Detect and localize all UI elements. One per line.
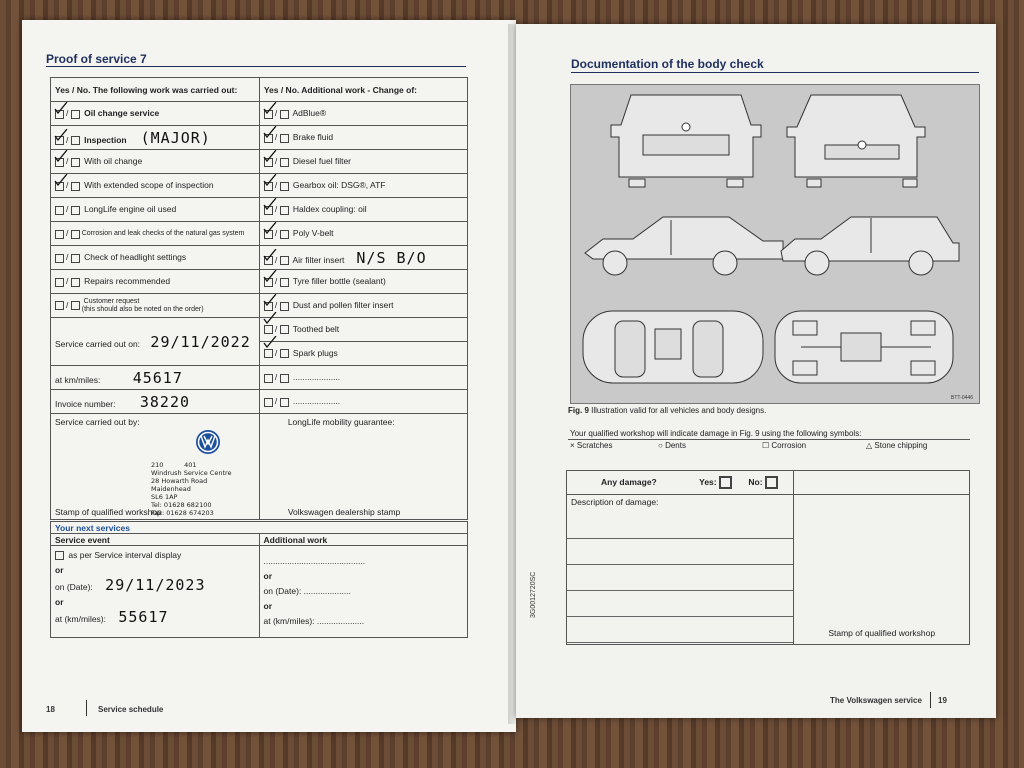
additional-work-cell — [259, 270, 467, 294]
circle-icon: ○ — [658, 441, 663, 450]
additional-work-checkbox[interactable]: / — [264, 342, 291, 365]
description-lines — [567, 513, 793, 643]
handwritten-tick-icon — [263, 150, 277, 162]
work-item-label: Repairs recommended — [81, 276, 171, 287]
work-item-label: Corrosion and leak checks of the natural gas system — [81, 230, 245, 238]
handwritten-service-date: 29/11/2022 — [150, 332, 251, 351]
square-legend-item — [762, 441, 806, 450]
work-item-cell — [51, 126, 260, 150]
additional-work-label: Air filter insert — [290, 254, 345, 265]
symbol-label: Dents — [665, 441, 686, 450]
handwritten-tick-icon — [263, 336, 277, 348]
handwritten-tick-icon — [263, 222, 277, 234]
table-row — [51, 198, 468, 222]
additional-work-label: Diesel fuel filter — [290, 156, 352, 167]
header-additional-work: Yes / No. Additional work - Change of: — [259, 78, 467, 102]
additional-work-checkbox[interactable]: / — [264, 396, 291, 406]
handwritten-miles: 45617 — [132, 368, 183, 387]
table-row — [51, 270, 468, 294]
handwritten-tick-icon — [54, 129, 68, 141]
any-damage-label: Any damage? — [601, 476, 657, 487]
circle-legend-item — [658, 441, 686, 450]
table-row — [51, 126, 468, 150]
x-mark-icon: × — [570, 441, 575, 450]
additional-work-checkbox[interactable]: / — [264, 372, 291, 382]
footer-divider — [86, 700, 87, 716]
any-damage-row — [567, 471, 794, 495]
footer-service-schedule: Service schedule — [98, 705, 164, 714]
title-rule — [46, 66, 466, 67]
additional-work-checkbox[interactable]: / — [264, 156, 291, 166]
title-rule — [571, 72, 979, 73]
additional-work-label: Dust and pollen filter insert — [290, 300, 394, 311]
page-title-body-check: Documentation of the body check — [571, 57, 764, 71]
additional-work-checkbox[interactable]: / — [264, 276, 291, 286]
longlife-guarantee-label: LongLife mobility guarantee: — [287, 416, 395, 427]
instruction-rule — [568, 439, 970, 440]
document-code: 3G0012720SC — [530, 571, 537, 618]
additional-work-checkbox[interactable]: / — [264, 255, 291, 265]
toothed-belt-label: Toothed belt — [292, 324, 340, 334]
next-services-title: Your next services — [51, 522, 468, 534]
additional-work-label: Haldex coupling: oil — [290, 204, 367, 215]
triangle-legend-item — [866, 441, 927, 450]
work-item-cell — [51, 246, 260, 270]
work-item-cell — [51, 102, 260, 126]
damage-report-table — [566, 470, 970, 645]
additional-work-checkbox[interactable]: / — [264, 132, 291, 142]
work-checkbox[interactable]: / — [55, 252, 82, 262]
invoice-label: Invoice number: — [55, 398, 116, 409]
car-side-sedan-icon — [585, 217, 783, 275]
work-checkbox[interactable]: / — [55, 276, 82, 286]
workshop-stamp-address: 210 401 Windrush Service Centre 28 Howarth Road Maidenhead SL6 1AP Tel: 01628 682100 Fax: 01628 674203 — [151, 460, 232, 517]
work-checkbox[interactable]: / — [55, 108, 82, 118]
footer-divider — [930, 692, 931, 708]
belt-plugs-cell — [259, 318, 467, 366]
work-item-label: With oil change — [81, 156, 143, 167]
handwritten-tick-icon — [263, 270, 277, 282]
on-date-label: on (Date): — [55, 582, 93, 592]
additional-work-cell — [259, 126, 467, 150]
figure-number: Fig. 9 — [568, 406, 589, 415]
work-item-label: Inspection — [81, 134, 127, 145]
blank-work-cell — [259, 366, 467, 390]
table-row — [51, 150, 468, 174]
additional-work-checkbox[interactable]: / — [264, 108, 291, 118]
additional-work-cell — [259, 150, 467, 174]
service-display-checkbox[interactable] — [55, 551, 64, 560]
work-item-cell — [51, 270, 260, 294]
at-km-label: at (km/miles): — [263, 616, 315, 626]
figure-caption — [568, 406, 766, 415]
dotted-line: ........................................... — [263, 556, 366, 566]
table-row — [51, 414, 468, 520]
work-item-label: Check of headlight settings — [81, 252, 187, 263]
work-checkbox[interactable]: / — [55, 135, 82, 145]
triangle-icon: △ — [866, 441, 873, 450]
car-top-view-icon — [583, 311, 763, 383]
workshop-stamp-area — [794, 495, 970, 645]
next-service-event-cell: as per Service interval display or on (Date): 29/11/2023 or at (km/miles): 55617 — [51, 546, 260, 638]
invoice-cell — [51, 390, 260, 414]
x-mark-legend-item — [570, 441, 612, 450]
empty-cell — [794, 471, 970, 495]
miles-cell — [51, 366, 260, 390]
work-checkbox[interactable]: / — [55, 156, 82, 166]
handwritten-next-date: 29/11/2023 — [105, 576, 206, 594]
additional-work-label: AdBlue® — [290, 108, 327, 119]
handwritten-next-miles: 55617 — [118, 608, 169, 626]
additional-work-cell — [259, 222, 467, 246]
yes-checkbox[interactable] — [719, 476, 732, 489]
page-number-left: 18 — [46, 705, 55, 714]
figure-caption-text: Illustration valid for all vehicles and body designs. — [591, 406, 767, 415]
header-work-carried-out: Yes / No. The following work was carried out: — [51, 78, 260, 102]
work-item-label: LongLife engine oil used — [81, 204, 177, 215]
dots-line: .................... — [292, 396, 341, 407]
additional-work-checkbox[interactable]: / — [264, 318, 291, 341]
symbol-label: Stone chipping — [874, 441, 928, 450]
handwritten-tick-icon — [263, 294, 277, 306]
table-row — [51, 222, 468, 246]
miles-label: at km/miles: — [55, 374, 101, 385]
table-row — [51, 390, 468, 414]
work-checkbox[interactable]: / — [55, 204, 82, 214]
additional-work-checkbox[interactable]: / — [264, 180, 291, 190]
table-row — [51, 246, 468, 270]
handwritten-tick-icon — [263, 198, 277, 210]
work-item-label: Oil change service — [81, 108, 160, 119]
handwritten-tick-icon — [263, 102, 277, 114]
additional-work-cell — [259, 198, 467, 222]
stamp-label: Stamp of qualified workshop — [55, 506, 162, 517]
symbol-label: Corrosion — [771, 441, 807, 450]
work-checkbox[interactable]: / — [55, 228, 82, 238]
table-row — [51, 174, 468, 198]
additional-work-checkbox[interactable]: / — [264, 204, 291, 214]
handwritten-tick-icon — [54, 102, 68, 114]
page-number-right: 19 — [938, 696, 947, 705]
vw-logo-icon — [195, 429, 221, 455]
table-row — [51, 318, 468, 366]
additional-work-label: Tyre filler bottle (sealant) — [290, 276, 386, 287]
at-km-label: at (km/miles): — [55, 614, 106, 624]
service-date-cell — [51, 318, 260, 366]
work-checkbox[interactable]: / — [55, 300, 82, 310]
service-date-label: Service carried out on: — [55, 338, 141, 349]
additional-work-checkbox[interactable]: / — [264, 300, 291, 310]
work-item-cell — [51, 150, 260, 174]
additional-work-label: Gearbox oil: DSG®, ATF — [290, 180, 386, 191]
no-checkbox[interactable] — [765, 476, 778, 489]
service-work-table — [50, 77, 468, 520]
table-row — [51, 294, 468, 318]
additional-work-cell — [259, 174, 467, 198]
symbol-label: Scratches — [576, 441, 613, 450]
work-item-label: Customer request (this should also be noted on the order) — [81, 297, 204, 313]
square-icon: ☐ — [762, 441, 770, 450]
table-row — [51, 102, 468, 126]
car-side-wagon-icon — [781, 217, 959, 275]
no-label: No: — [748, 476, 763, 487]
work-item-cell — [51, 222, 260, 246]
description-label: Description of damage: — [571, 497, 659, 507]
carried-out-by-label: Service carried out by: — [55, 416, 140, 427]
spark-plugs-label: Spark plugs — [292, 348, 338, 358]
as-per-display-label: as per Service interval display — [68, 550, 182, 560]
additional-work-cell — [259, 294, 467, 318]
on-date-label: on (Date): — [263, 586, 302, 596]
handwritten-tick-icon — [263, 312, 277, 324]
dealership-cell — [259, 414, 467, 520]
page-title-proof-of-service: Proof of service 7 — [46, 52, 147, 66]
body-check-diagram — [570, 84, 980, 404]
damage-instruction: Your qualified workshop will indicate damage in Fig. 9 using the following symbols: — [570, 429, 862, 438]
handwritten-major-note: (MAJOR) — [140, 128, 211, 147]
next-services-table — [50, 521, 468, 638]
handwritten-tick-icon — [263, 249, 277, 261]
dealer-stamp-label: Volkswagen dealership stamp — [287, 506, 401, 517]
carried-out-by-cell — [51, 414, 260, 520]
handwritten-air-filter-note: N/S B/O — [356, 248, 427, 267]
additional-work-cell — [259, 246, 467, 270]
additional-work-checkbox[interactable]: / — [264, 228, 291, 238]
table-row — [51, 366, 468, 390]
work-item-label: With extended scope of inspection — [81, 180, 214, 191]
additional-work-label: Poly V-belt — [290, 228, 334, 239]
car-outline-illustration — [571, 85, 979, 403]
car-rear-view-icon — [611, 95, 761, 187]
footer-volkswagen-service: The Volkswagen service — [830, 696, 922, 705]
additional-work-label: Brake fluid — [290, 132, 334, 143]
handwritten-invoice-number: 38220 — [139, 392, 191, 411]
figure-code: BTT-0446 — [951, 395, 973, 401]
car-front-view-icon — [787, 95, 925, 187]
stamp-label: Stamp of qualified workshop — [828, 628, 936, 638]
yes-label: Yes: — [699, 476, 717, 487]
blank-work-cell — [259, 390, 467, 414]
handwritten-tick-icon — [263, 126, 277, 138]
dots-line: .................... — [292, 372, 341, 383]
work-item-cell — [51, 198, 260, 222]
service-event-header: Service event — [51, 534, 260, 546]
handwritten-tick-icon — [263, 174, 277, 186]
work-checkbox[interactable]: / — [55, 180, 82, 190]
damage-description-cell[interactable] — [567, 495, 794, 645]
handwritten-tick-icon — [54, 174, 68, 186]
work-item-cell — [51, 294, 260, 318]
next-additional-work-cell: ........................................... or on (Date): .................... or at (km/miles): .................... — [259, 546, 467, 638]
car-underbody-view-icon — [775, 311, 953, 383]
additional-work-header: Additional work — [259, 534, 467, 546]
handwritten-tick-icon — [54, 150, 68, 162]
additional-work-cell — [259, 102, 467, 126]
work-item-cell — [51, 174, 260, 198]
